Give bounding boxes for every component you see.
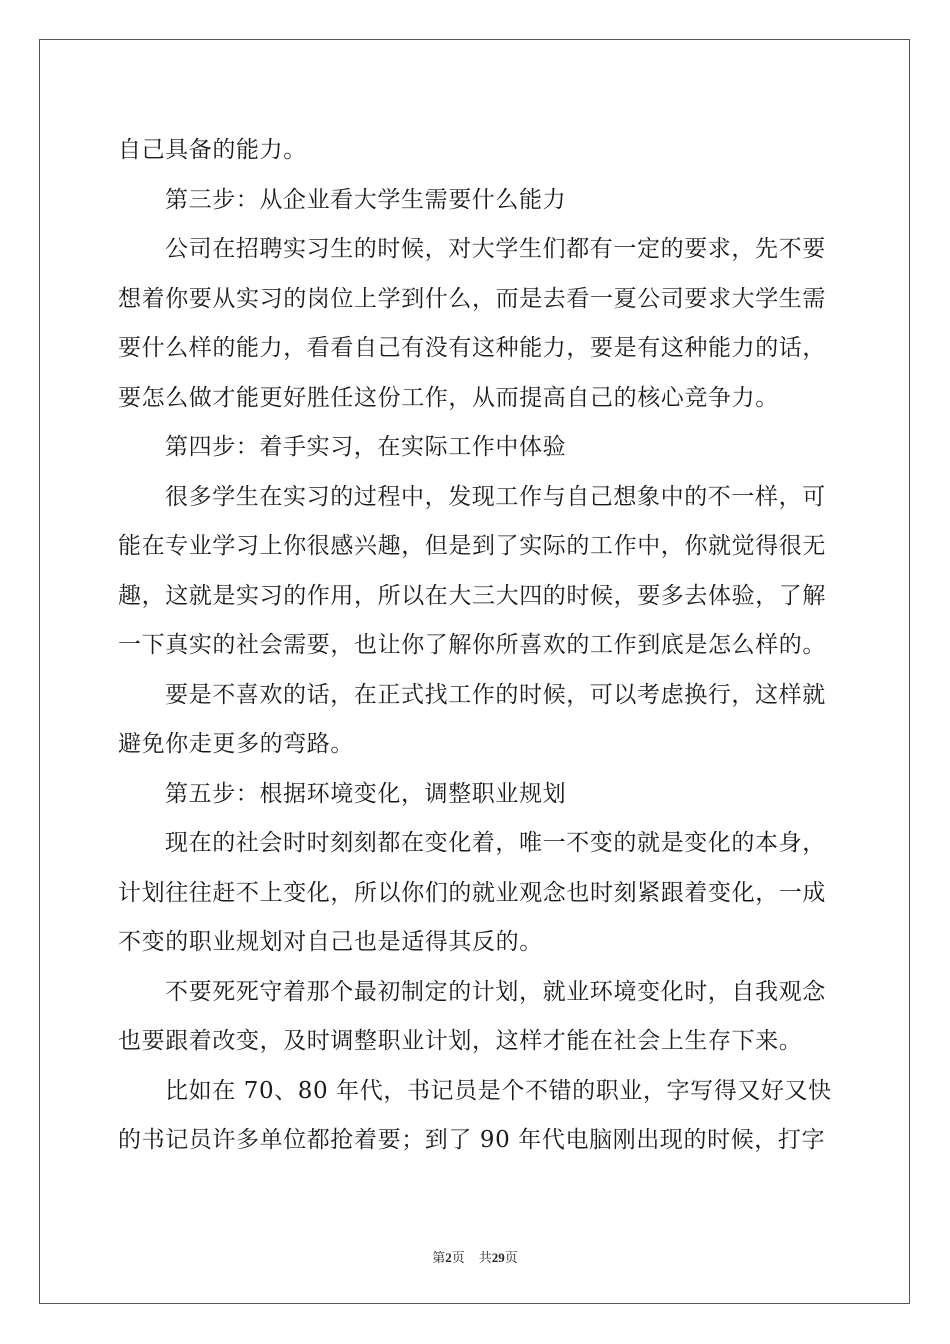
total-suffix: 页 [504, 1250, 518, 1265]
text-line-0: 自己具备的能力。 [118, 137, 307, 163]
total-prefix: 共 [478, 1250, 492, 1265]
text-line-5: 要怎么做才能更好胜任这份工作，从而提高自己的核心竞争力。 [118, 384, 779, 411]
page-number: 2 [445, 1250, 452, 1265]
text-line-18: 也要跟着改变，及时调整职业计划，这样才能在社会上生存下来。 [118, 1028, 803, 1054]
text-line-3: 想着你要从实习的岗位上学到什么，而是去看一夏公司要求大学生需 [118, 285, 826, 312]
page-prefix: 第 [432, 1250, 446, 1265]
text-line-20: 的书记员许多单位都抢着要；到了 90 年代电脑刚出现的时候，打字 [118, 1127, 826, 1153]
text-line-19: 比如在 70、80 年代，书记员是个不错的职业，字写得又好又快 [165, 1077, 832, 1104]
text-line-2: 公司在招聘实习生的时候，对大学生们都有一定的要求，先不要 [165, 236, 826, 262]
text-line-14: 现在的社会时时刻刻都在变化着，唯一不变的就是变化的本身， [165, 830, 826, 856]
page-suffix: 页 [451, 1250, 465, 1265]
step-three-heading: 第三步：从企业看大学生需要什么能力 [165, 186, 567, 213]
text-line-8: 能在专业学习上你很感兴趣，但是到了实际的工作中，你就觉得很无 [118, 533, 826, 559]
text-line-9: 趣，这就是实习的作用，所以在大三大四的时候，要多去体验，了解 [118, 582, 826, 609]
text-line-16: 不变的职业规划对自己也是适得其反的。 [118, 929, 543, 955]
text-line-11: 要是不喜欢的话，在正式找工作的时候，可以考虑换行，这样就 [165, 681, 826, 708]
step-four-heading: 第四步：着手实习，在实际工作中体验 [165, 434, 567, 460]
step-five-heading: 第五步：根据环境变化，调整职业规划 [165, 780, 567, 807]
document-body [118, 126, 834, 1166]
text-line-15: 计划往往赶不上变化，所以你们的就业观念也时刻紧跟着变化，一成 [118, 879, 826, 906]
text-line-10: 一下真实的社会需要，也让你了解你所喜欢的工作到底是怎么样的。 [118, 632, 826, 658]
text-line-12: 避免你走更多的弯路。 [118, 731, 354, 757]
text-line-7: 很多学生在实习的过程中，发现工作与自己想象中的不一样，可 [165, 483, 826, 510]
text-line-17: 不要死死守着那个最初制定的计划，就业环境变化时，自我观念 [165, 978, 826, 1005]
page-footer [0, 1247, 950, 1266]
total-pages: 29 [491, 1250, 505, 1265]
text-line-4: 要什么样的能力，看看自己有没有这种能力，要是有这种能力的话， [118, 335, 826, 361]
